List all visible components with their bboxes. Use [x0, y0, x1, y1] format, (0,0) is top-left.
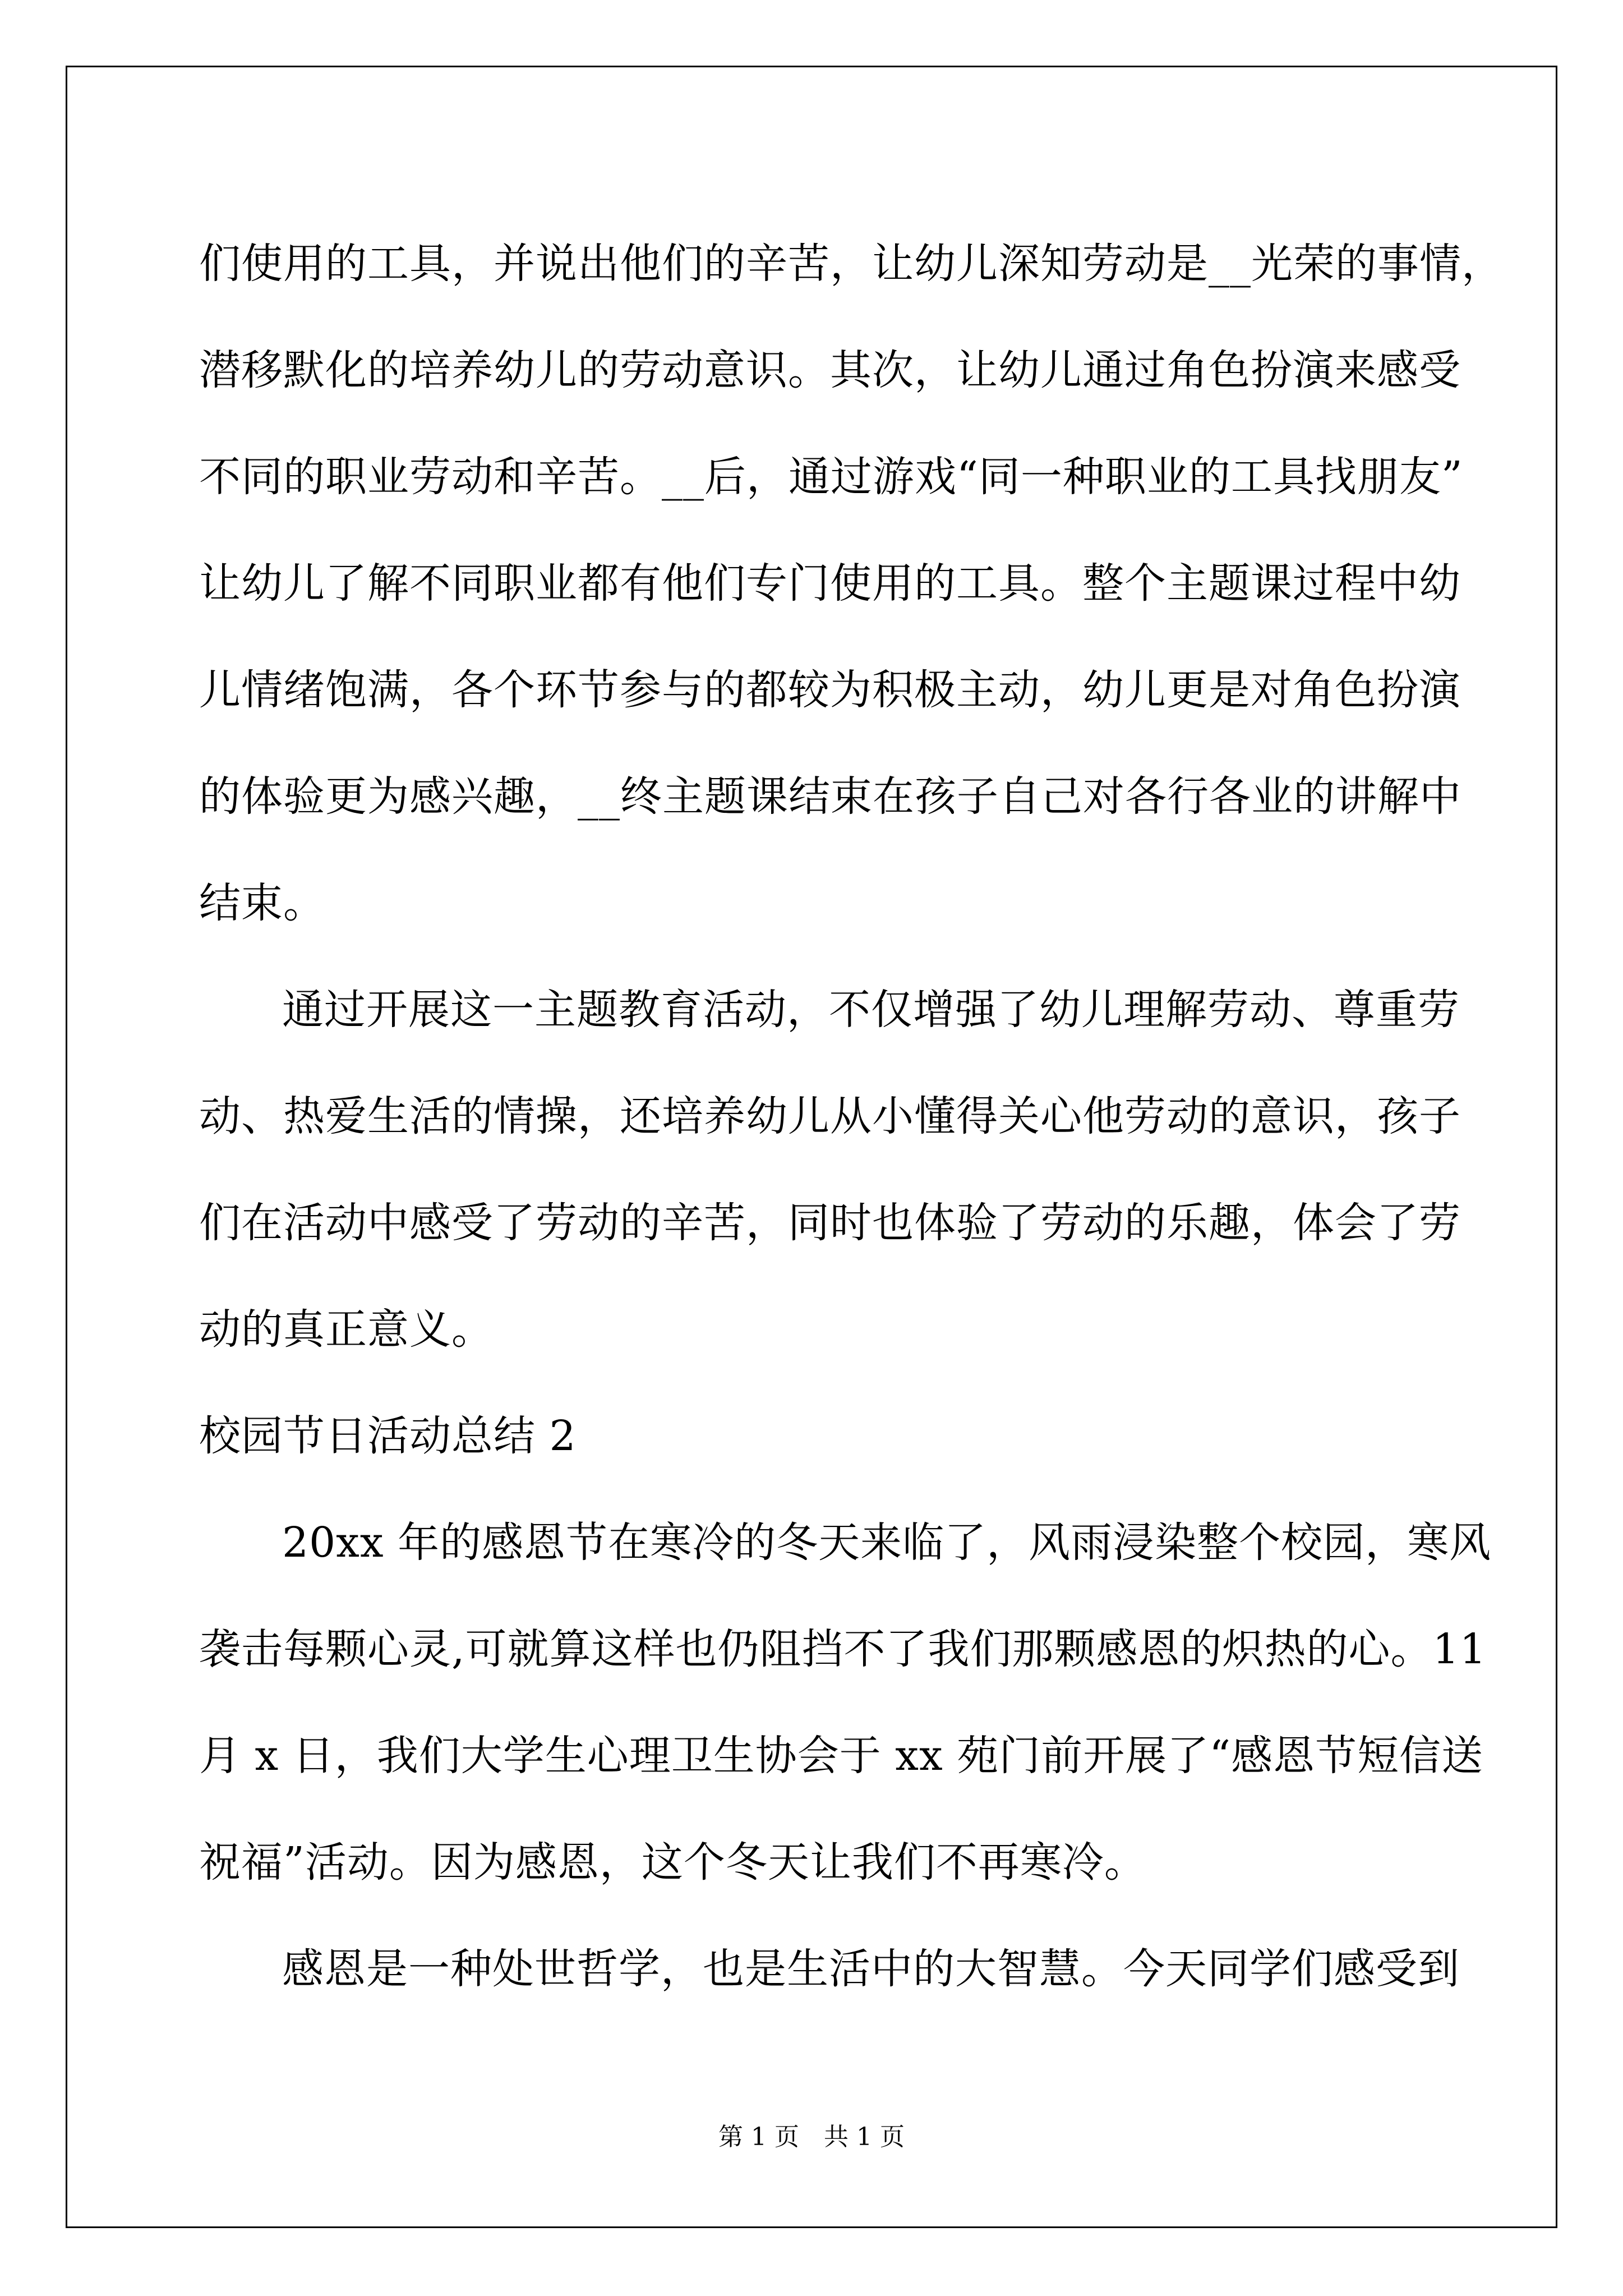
text-line: 结束。: [199, 879, 325, 927]
text-line: 袭击每颗心灵,可就算这样也仍阻挡不了我们那颗感恩的炽热的心。11: [199, 1625, 1487, 1673]
document-body: [199, 210, 1504, 2022]
page-footer: 第 1 页 共 1 页: [718, 2123, 905, 2151]
text-line: 动的真正意义。: [199, 1305, 494, 1354]
text-line: 儿情绪饱满，各个环节参与的都较为积极主动，幼儿更是对角色扮演: [199, 666, 1461, 714]
text-line: 让幼儿了解不同职业都有他们专门使用的工具。整个主题课过程中幼: [199, 559, 1461, 608]
text-line: 感恩是一种处世哲学，也是生活中的大智慧。今天同学们感受到: [282, 1945, 1460, 1993]
text-line: 动、热爱生活的情操，还培养幼儿从小懂得关心他劳动的意识，孩子: [199, 1092, 1461, 1140]
text-line: 的体验更为感兴趣，__终主题课结束在孩子自己对各行各业的讲解中: [199, 772, 1461, 821]
text-line: 月 x 日，我们大学生心理卫生协会于 xx 苑门前开展了“感恩节短信送: [199, 1732, 1484, 1780]
text-line: 祝福”活动。因为感恩，这个冬天让我们不再寒冷。: [199, 1838, 1146, 1887]
text-line: 潜移默化的培养幼儿的劳动意识。其次，让幼儿通过角色扮演来感受: [199, 346, 1461, 394]
section-heading: 校园节日活动总结 2: [199, 1412, 577, 1460]
text-line: 通过开展这一主题教育活动，不仅增强了幼儿理解劳动、尊重劳: [282, 986, 1460, 1034]
text-line: 们使用的工具，并说出他们的辛苦，让幼儿深知劳动是__光荣的事情，: [199, 240, 1504, 288]
text-line: 不同的职业劳动和辛苦。__后，通过游戏“同一种职业的工具找朋友”: [199, 453, 1463, 501]
text-line: 们在活动中感受了劳动的辛苦，同时也体验了劳动的乐趣，体会了劳: [199, 1199, 1461, 1247]
text-line: 20xx 年的感恩节在寒冷的冬天来临了，风雨浸染整个校园，寒风: [282, 1519, 1492, 1567]
